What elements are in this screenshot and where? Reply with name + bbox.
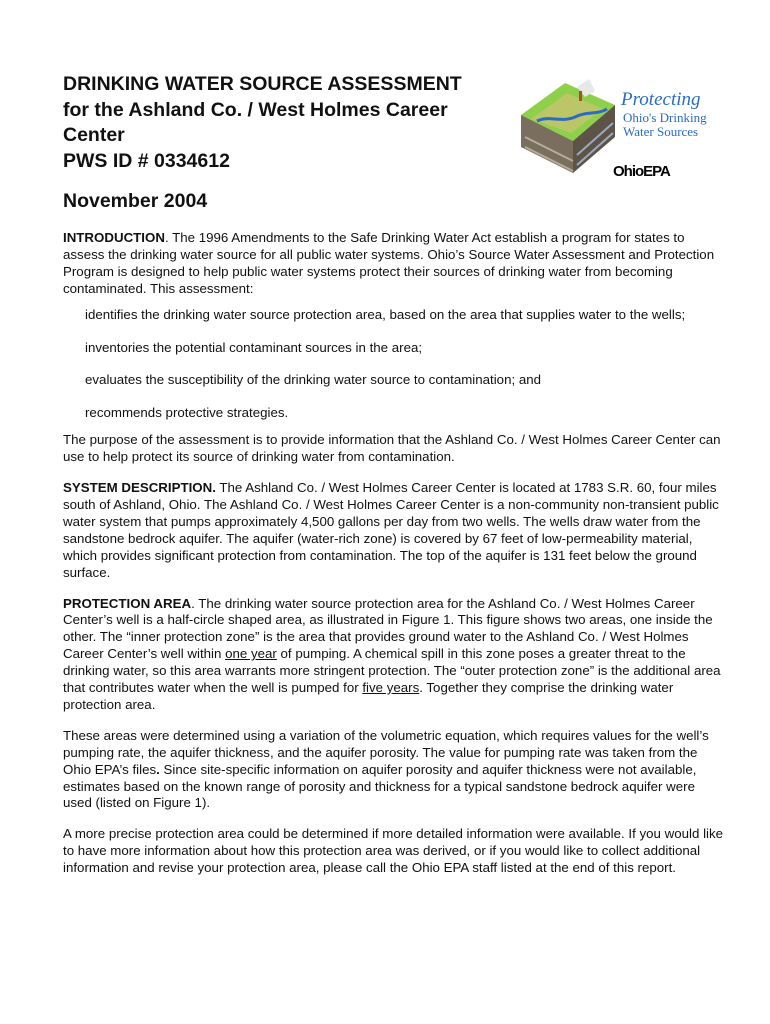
logo-line3: Water Sources [623,124,699,139]
five-years-underline: five years [362,680,420,696]
system-description-paragraph [63,480,727,581]
method-paragraph [63,728,727,813]
ohio-epa-wordmark: OhioEPA [613,163,670,180]
protection-area-heading: PROTECTION AREA [63,595,192,611]
document-page [63,72,727,877]
document-title [63,72,513,174]
title-line-3: Center [63,124,125,146]
logo-line2: Ohio's Drinking [623,110,707,125]
method-text-a: These areas were determined using a variation of the volumetric equation, which requires values for the well’s pumping rate, the aquifer thickness, and the aquifer porosity. The value for pumping rate was taken from the Ohio EPA’s files [63,727,709,777]
assessment-list [63,307,727,423]
title-line-4: PWS ID # 0334612 [63,149,230,172]
introduction-paragraph [63,230,727,298]
method-bold-period: . [156,761,160,777]
introduction-heading: INTRODUCTION [63,230,165,245]
title-line-2: for the Ashland Co. / West Holmes Career [63,98,448,121]
title-line-1: DRINKING WATER SOURCE ASSESSMENT [63,73,462,95]
introduction-text: . The 1996 Amendments to the Safe Drinking Water Act establish a program for states to assess the drinking water source for all public water systems. Ohio’s Source Water Assessment and Protection Program is designed to help public water systems protect their sources of drinking water from becoming contaminated. This assessment: [63,230,715,296]
system-description-text: The Ashland Co. / West Holmes Career Center is located at 1783 S.R. 60, four miles south of Ashland, Ohio. The Ashland Co. / West Holmes Career Center is a non-community non-transient public water system that pumps approximately 4,500 gallons per day from two wells. The wells draw water from the sandstone bedrock aquifer. The aquifer (water-rich zone) is covered by 67 feet of low-permeability material, which provides significant protection from contamination. The top of the aquifer is 131 feet below the ground surface. [63,480,719,580]
method-text-b: Since site-specific information on aquifer porosity and aquifer thickness were not available, estimates based on the known range of porosity and thickness for a typical sandstone bedrock aquifer were used (listed on Figure 1). [63,761,697,811]
closing-paragraph: A more precise protection area could be determined if more detailed information were available. If you would like to have more information about how this protection area was derived, or if you would like to collect additional information and revise your protection area, please call the Ohio EPA staff listed at the end of this report. [63,826,724,876]
purpose-paragraph: The purpose of the assessment is to provide information that the Ashland Co. / West Holmes Career Center can use to help protect its source of drinking water from contamination. [63,432,721,465]
one-year-underline: one year [225,646,277,662]
protection-text-a: . The drinking water source protection area for the Ashland Co. / West Holmes Career Center’s well is a half-circle shaped area, as illustrated in Figure 1. This figure shows two areas, one inside the other. The “inner protection zone” is the area that provides ground water to the Ashland Co. / West Holmes Career Center’s well within [63,595,713,662]
list-item: inventories the potential contaminant sources in the area; [85,339,423,355]
protection-text-b: of pumping. A chemical spill in this zone poses a greater threat to the drinking water, so this area warrants more stringent protection. The “outer protection zone” is the additional area that contributes water when the well is pumped for [63,646,721,696]
system-description-heading: SYSTEM DESCRIPTION. [63,480,216,496]
protection-area-paragraph [63,596,727,714]
logo-line1: Protecting [621,89,701,110]
list-item: evaluates the susceptibility of the drinking water source to contamination; and [85,372,542,388]
document-date: November 2004 [63,190,208,212]
list-item: identifies the drinking water source protection area, based on the area that supplies water to the wells; [85,306,686,322]
list-item: recommends protective strategies. [85,405,289,421]
protection-text-c: . Together they comprise the drinking water protection area. [63,680,674,712]
